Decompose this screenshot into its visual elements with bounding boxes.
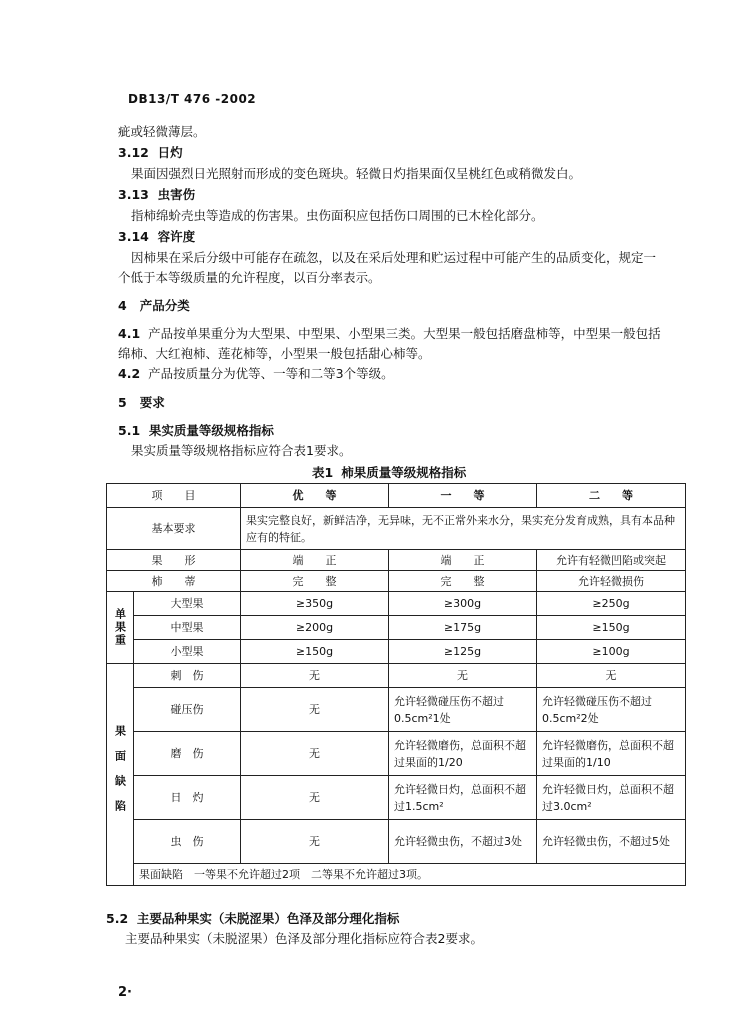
shape-label: 果 形 [107,550,241,571]
table-title: 柿果质量等级规格指标 [341,465,467,480]
defect-g3: 允许轻微磨伤，总面积不超过果面的1/10 [537,732,686,776]
section-3-14-text-line2: 个低于本等级质量的允许程度，以百分率表示。 [118,270,381,285]
clause-text: 产品按单果重分为大型果、中型果、小型果三类。大型果一般包括磨盘柿等，中型果一般包括 [148,326,661,341]
quality-grade-table [106,483,686,886]
section-4-1-line2: 绵柿、大红袍柿、莲花柿等，小型果一般包括甜心柿等。 [118,346,431,361]
defect-label: 碰压伤 [134,688,241,732]
section-title: 虫害伤 [157,187,196,202]
weight-group-label: 单果重 [107,592,134,664]
section-number: 4 [118,298,127,313]
section-3-12-heading [118,143,183,163]
weight-label: 小型果 [134,640,241,664]
section-title: 主要品种果实（未脱涩果）色泽及部分理化指标 [136,911,400,926]
defect-g2: 允许轻微日灼，总面积不超过1.5cm² [389,776,537,820]
weight-g2: ≥300g [389,592,537,616]
section-5-2-text: 主要品种果实（未脱涩果）色泽及部分理化指标应符合表2要求。 [125,931,483,946]
header-grade-superior: 优 等 [241,484,389,508]
defect-g2: 允许轻微磨伤，总面积不超过果面的1/20 [389,732,537,776]
section-3-14-text-line1: 因柿果在采后分级中可能存在疏忽，以及在采后处理和贮运过程中可能产生的品质变化，规定一 [131,250,657,265]
weight-g2: ≥125g [389,640,537,664]
defect-g1: 无 [241,688,389,732]
section-title: 日灼 [157,145,183,160]
section-4-1-line1 [118,324,661,344]
defect-g1: 无 [241,664,389,688]
table-caption [312,463,466,481]
section-number: 5.1 [118,423,141,438]
calyx-label: 柿 蒂 [107,571,241,592]
defect-note: 果面缺陷 一等果不允许超过2项 二等果不允许超过3项。 [134,864,686,886]
weight-label: 大型果 [134,592,241,616]
section-3-13-heading [118,185,195,205]
defect-g2: 允许轻微碰压伤不超过0.5cm²1处 [389,688,537,732]
section-5-2-heading [106,909,399,929]
section-number: 3.14 [118,229,149,244]
section-title: 产品分类 [139,298,190,313]
table-row-calyx [107,571,686,592]
defect-group-label: 果面缺陷 [107,664,134,886]
calyx-g1: 完 整 [241,571,389,592]
defect-g1: 无 [241,820,389,864]
table-row-defect-puncture [107,664,686,688]
section-3-14-heading [118,227,195,247]
table-row-defect-abrasion [107,732,686,776]
weight-g3: ≥250g [537,592,686,616]
weight-g1: ≥350g [241,592,389,616]
header-grade-first: 一 等 [389,484,537,508]
table-header-row [107,484,686,508]
header-item: 项 目 [107,484,241,508]
shape-g1: 端 正 [241,550,389,571]
standard-number: DB13/T 476 -2002 [128,92,257,106]
defect-g2: 无 [389,664,537,688]
defect-g1: 无 [241,776,389,820]
table-row-defect-sunburn [107,776,686,820]
section-5-1-heading [118,421,274,441]
page-number: 2· [118,985,132,1000]
section-5-1-text: 果实质量等级规格指标应符合表1要求。 [131,443,352,458]
basic-label: 基本要求 [107,508,241,550]
section-number: 5.2 [106,911,129,926]
section-title: 要求 [139,395,165,410]
calyx-g2: 完 整 [389,571,537,592]
section-number: 3.12 [118,145,149,160]
table-row-weight-small [107,640,686,664]
defect-label: 刺 伤 [134,664,241,688]
shape-g3: 允许有轻微凹陷或突起 [537,550,686,571]
section-title: 容许度 [157,229,196,244]
clause-number: 4.1 [118,326,141,341]
paragraph-continuation: 疵或轻微薄层。 [118,124,206,139]
defect-g3: 无 [537,664,686,688]
defect-label: 虫 伤 [134,820,241,864]
defect-g1: 无 [241,732,389,776]
weight-g2: ≥175g [389,616,537,640]
section-4-2 [118,364,394,384]
defect-g2: 允许轻微虫伤，不超过3处 [389,820,537,864]
table-row-defect-insect [107,820,686,864]
table-row-basic [107,508,686,550]
clause-number: 4.2 [118,366,141,381]
weight-g3: ≥100g [537,640,686,664]
weight-g1: ≥200g [241,616,389,640]
section-5-heading [118,393,165,413]
section-3-12-text: 果面因强烈日光照射而形成的变色斑块。轻微日灼指果面仅呈桃红色或稍微发白。 [131,166,582,181]
clause-text: 产品按质量分为优等、一等和二等3个等级。 [148,366,394,381]
table-row-weight-medium [107,616,686,640]
basic-text: 果实完整良好，新鲜洁净，无异味，无不正常外来水分，果实充分发育成熟，具有本品种应有的特征。 [241,508,686,550]
defect-g3: 允许轻微碰压伤不超过0.5cm²2处 [537,688,686,732]
section-3-13-text: 指柿绵蚧壳虫等造成的伤害果。虫伤面积应包括伤口周围的已木栓化部分。 [131,208,544,223]
defect-g3: 允许轻微日灼，总面积不超过3.0cm² [537,776,686,820]
weight-g3: ≥150g [537,616,686,640]
weight-g1: ≥150g [241,640,389,664]
weight-label: 中型果 [134,616,241,640]
defect-label: 磨 伤 [134,732,241,776]
table-row-shape [107,550,686,571]
table-number: 表1 [312,465,334,480]
section-4-heading [118,296,190,316]
table-row-defect-bruise [107,688,686,732]
table-row-weight-large [107,592,686,616]
section-title: 果实质量等级规格指标 [148,423,274,438]
header-grade-second: 二 等 [537,484,686,508]
calyx-g3: 允许轻微损伤 [537,571,686,592]
shape-g2: 端 正 [389,550,537,571]
defect-label: 日 灼 [134,776,241,820]
table-row-defect-note [107,864,686,886]
section-number: 3.13 [118,187,149,202]
defect-g3: 允许轻微虫伤，不超过5处 [537,820,686,864]
section-number: 5 [118,395,127,410]
